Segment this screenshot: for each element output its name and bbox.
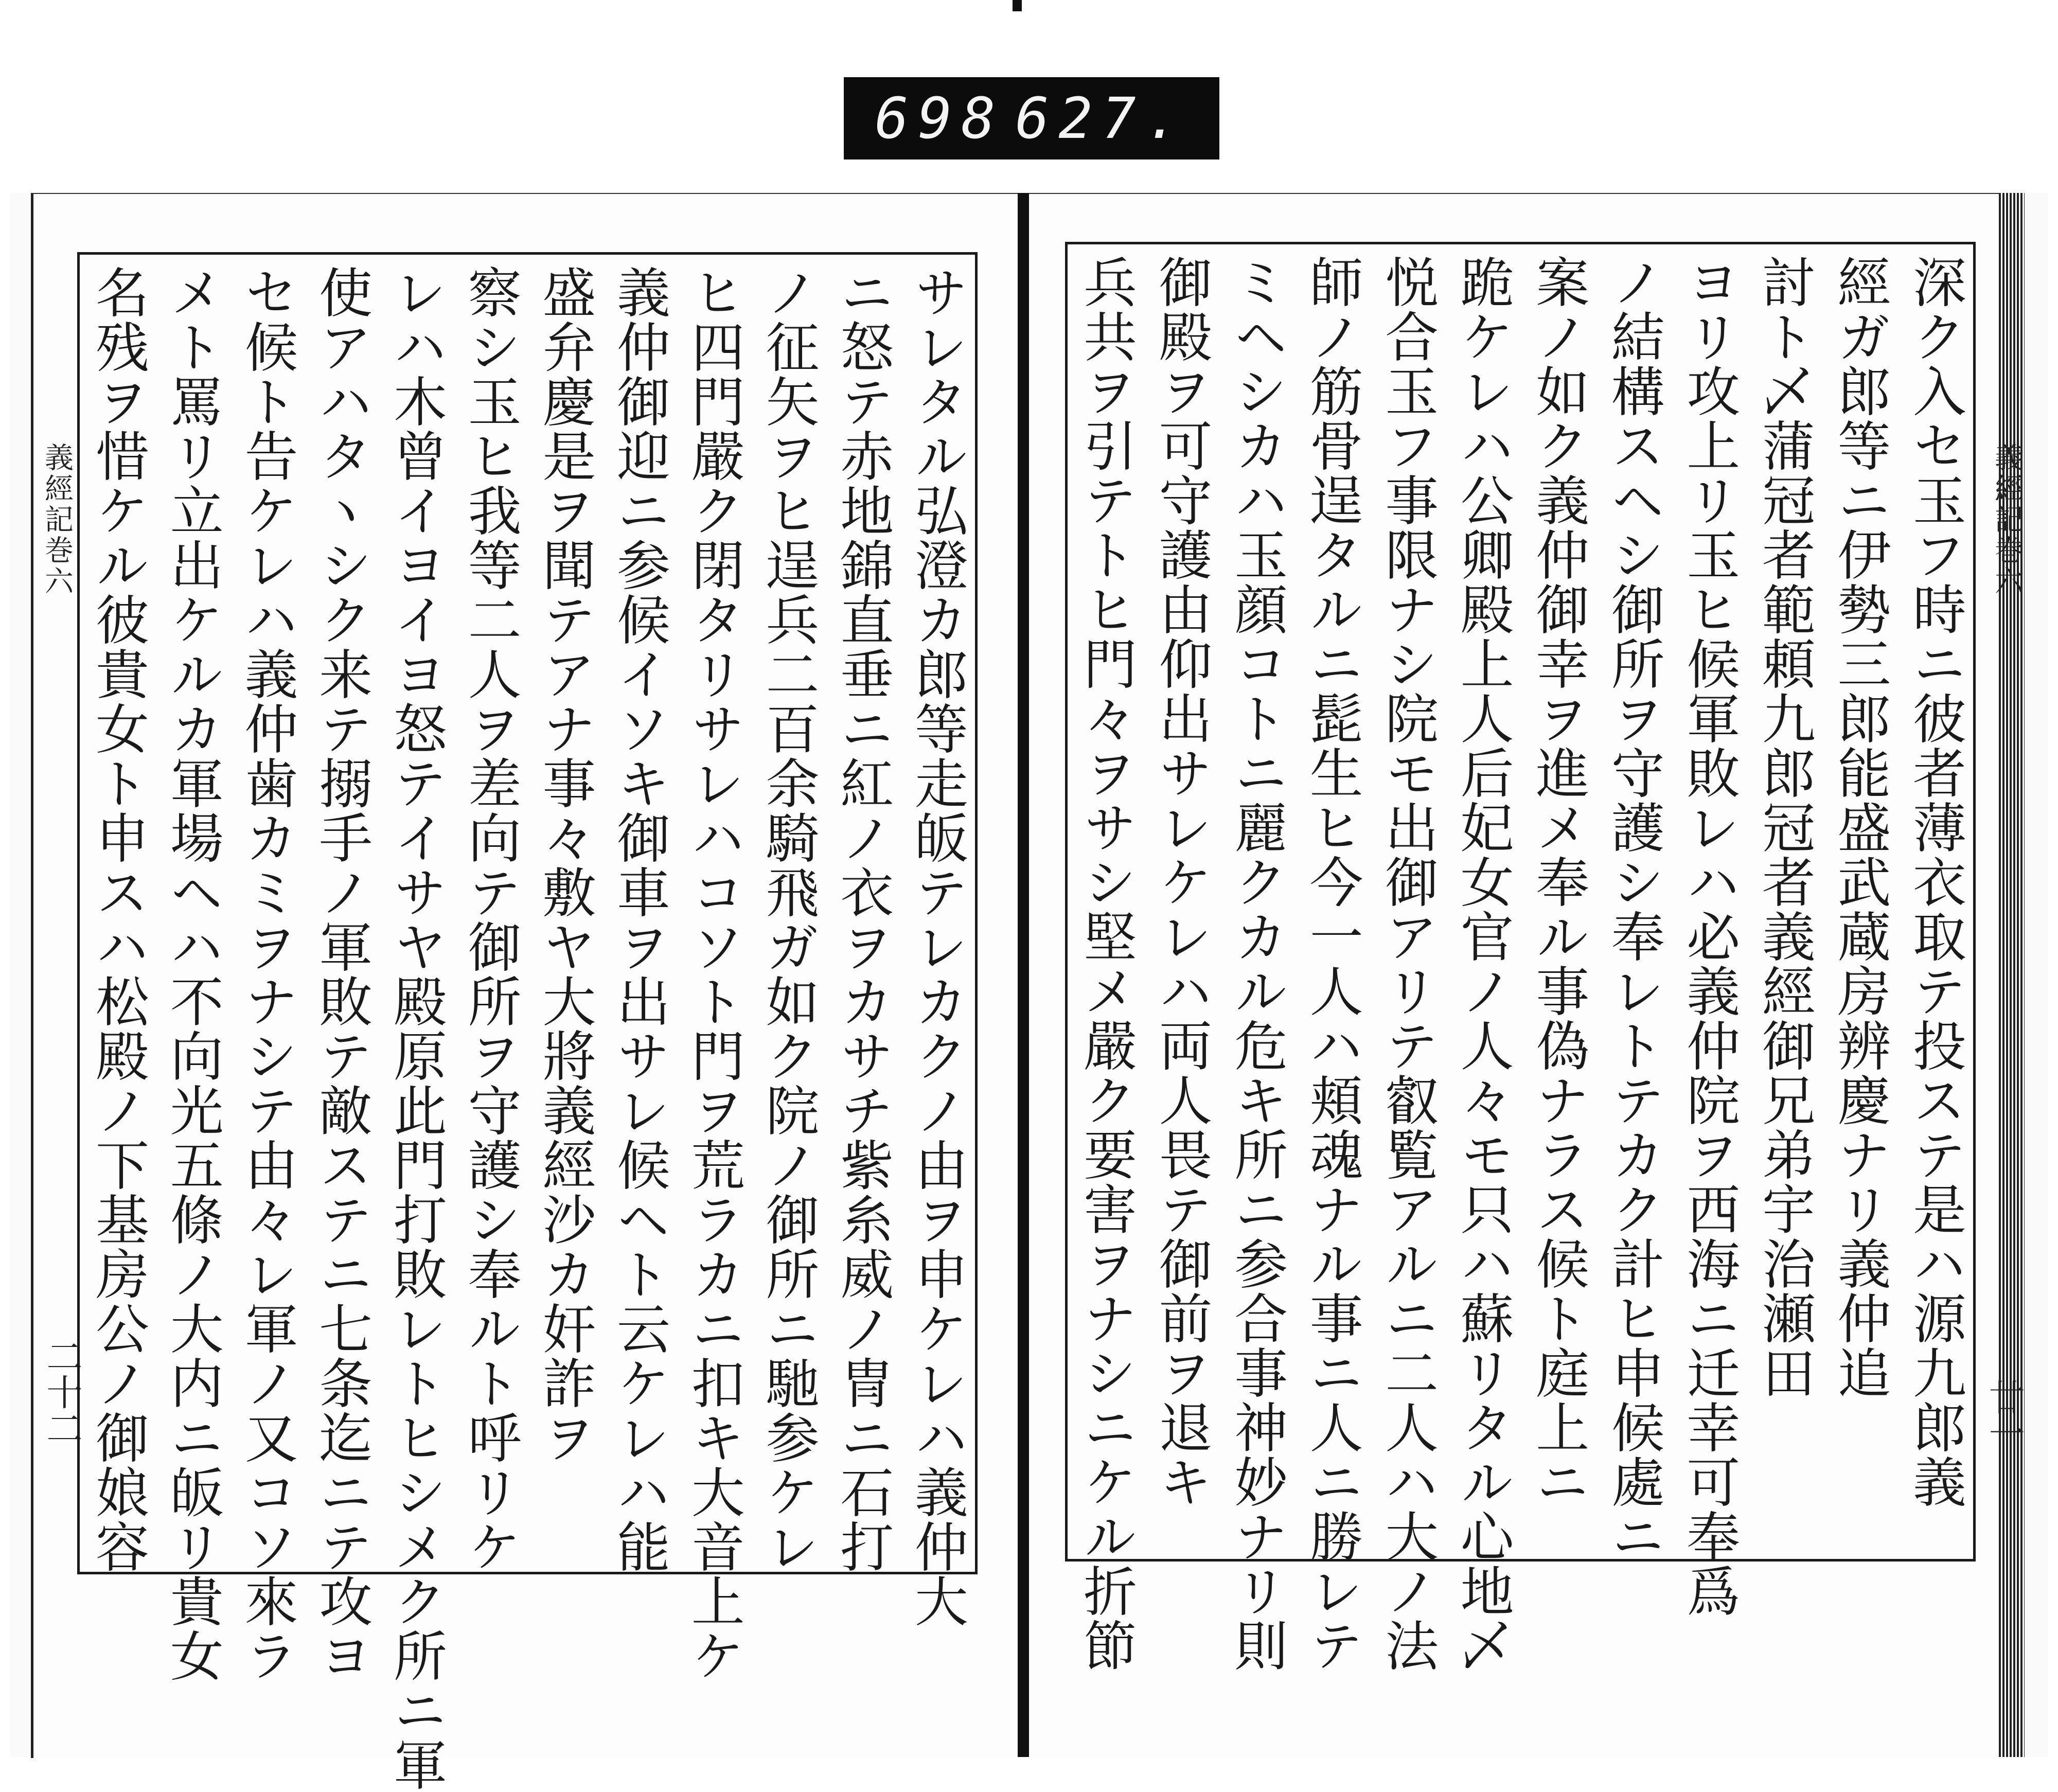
text-column: ノ結構スヘシ御所ヲ守護シ奉レトテカク計ヒ申候處ニ bbox=[1602, 255, 1665, 1564]
right-folio-number: 廿一 bbox=[1983, 1379, 2025, 1451]
text-column: ミヘシカハ玉顔コトニ麗クカル危キ所ニ参合事神妙ナリ則 bbox=[1225, 255, 1288, 1673]
text-column: 使アハタヽシク来テ搦手ノ軍敗テ敵ステニ七条迄ニテ攻ヨ bbox=[310, 265, 373, 1683]
text-column: ヨリ攻上リ玉ヒ候軍敗レハ必義仲院ヲ西海ニ迁幸可奉爲 bbox=[1677, 255, 1741, 1618]
left-running-title: 義經記巻六 bbox=[40, 442, 74, 597]
book-gutter bbox=[1018, 193, 1029, 1757]
right-running-title: 義經記巻六 bbox=[1990, 442, 2024, 597]
left-folio-number: 二十二 bbox=[41, 1338, 83, 1446]
text-column: 深ク入セ玉フ時ニ彼者薄衣取テ投ステ是ハ源九郎義 bbox=[1903, 255, 1966, 1509]
text-column: 案ノ如ク義仲御幸ヲ進メ奉ル事偽ナラス候ト庭上ニ bbox=[1527, 255, 1590, 1509]
text-column: ノ征矢ヲヒ逞兵二百余騎飛ガ如ク院ノ御所ニ馳参ケレ bbox=[756, 265, 820, 1574]
text-column: メト罵リ立出ケルカ軍場ヘハ不向光五條ノ大内ニ皈リ貴女 bbox=[161, 265, 224, 1683]
text-column: セ候ト告ケレハ義仲歯カミヲナシテ由々レ軍ノ又コソ來ラ bbox=[235, 265, 298, 1683]
text-column: 察シ玉ヒ我等二人ヲ差向テ御所ヲ守護シ奉ルト呼リケ bbox=[458, 265, 522, 1574]
text-column: 經ガ郎等ニ伊勢三郎能盛武蔵房辨慶ナリ義仲追 bbox=[1828, 255, 1891, 1400]
text-column: 兵共ヲ引テトヒ門々ヲサシ堅メ嚴ク要害ヲナシニケル折節 bbox=[1074, 255, 1137, 1673]
text-column: 師ノ筋骨逞タルニ髭生ヒ今一人ハ頬魂ナル事ニ人ニ勝レテ bbox=[1300, 255, 1363, 1673]
text-column: 義仲御迎ニ参候イソキ御車ヲ出サレ候ヘト云ケレハ能 bbox=[608, 265, 671, 1574]
text-column: ニ怒テ赤地錦直垂ニ紅ノ衣ヲカサチ紫糸威ノ冑ニ石打 bbox=[831, 265, 894, 1574]
text-column: 跪ケレハ公卿殿上人后妃女官ノ人々モ只ハ蘇リタル心地乄 bbox=[1451, 255, 1514, 1673]
left-text-frame bbox=[77, 252, 978, 1792]
top-binding-mark bbox=[1013, 0, 1022, 11]
catalog-number-right: 627. bbox=[1015, 85, 1188, 151]
catalog-number-left: 698 bbox=[875, 85, 1005, 151]
text-column: レハ木曾イヨイヨ怒テイサヤ殿原此門打敗レトヒシメク所ニ軍 bbox=[384, 265, 447, 1792]
text-column: 御殿ヲ可守護由仰出サレケレハ両人畏テ御前ヲ退キ bbox=[1149, 255, 1213, 1509]
text-column: 討ト乄蒲冠者範頼九郎冠者義經御兄弟宇治瀬田 bbox=[1752, 255, 1816, 1400]
catalog-number-label bbox=[844, 77, 1219, 159]
text-column: サレタル弘澄カ郎等走皈テレカクノ由ヲ申ケレハ義仲大 bbox=[905, 265, 968, 1628]
right-text-frame bbox=[1065, 242, 1976, 1673]
text-column: 悦合玉フ事限ナシ院モ出御アリテ叡覧アルニ二人ハ大ノ法 bbox=[1376, 255, 1439, 1673]
text-column: 名残ヲ惜ケル彼貴女ト申スハ松殿ノ下基房公ノ御娘容 bbox=[86, 265, 149, 1574]
page-edges bbox=[1999, 193, 2025, 1757]
text-column: 盛弁慶是ヲ聞テアナ事々敷ヤ大將義經沙カ奸詐ヲ bbox=[533, 265, 596, 1465]
text-column: ヒ四門嚴ク閉タリサレハコソト門ヲ荒ラカニ扣キ大音上ケ bbox=[682, 265, 745, 1683]
